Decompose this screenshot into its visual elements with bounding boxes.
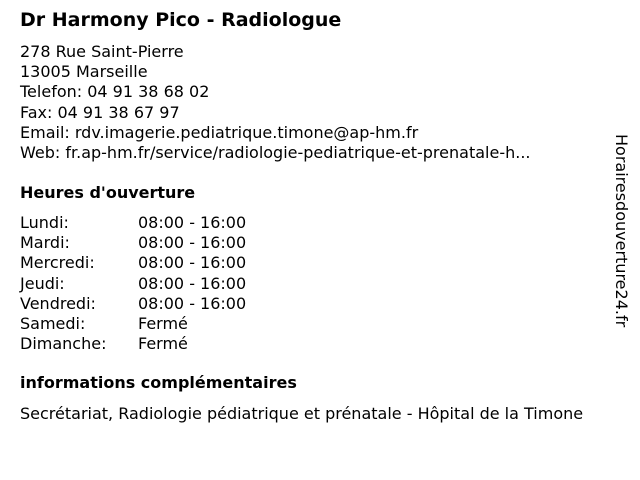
day-label: Lundi: <box>20 213 69 232</box>
hours-row-friday <box>20 294 300 314</box>
hours-row-tuesday <box>20 233 300 253</box>
additional-info-heading: informations complémentaires <box>20 373 297 392</box>
fax-number: Fax: 04 91 38 67 97 <box>20 102 180 122</box>
day-hours: 08:00 - 16:00 <box>138 293 247 313</box>
address-street: 278 Rue Saint-Pierre <box>20 42 184 61</box>
hours-row-saturday <box>20 314 300 334</box>
opening-hours-heading: Heures d'ouverture <box>20 183 196 202</box>
day-label: Dimanche: <box>20 334 107 354</box>
website-url: Web: fr.ap-hm.fr/service/radiologie-pediatrique-et-prenatale-h... <box>20 142 531 162</box>
site-watermark: Horairesdouverture24.fr <box>612 134 631 328</box>
day-label: Mardi: <box>20 233 70 253</box>
day-hours: 08:00 - 16:00 <box>138 233 247 253</box>
contact-block <box>20 42 530 163</box>
hours-row-monday <box>20 213 300 233</box>
day-label: Jeudi: <box>20 273 65 293</box>
email-address: Email: rdv.imagerie.pediatrique.timone@ap-hm.fr <box>20 122 419 142</box>
day-hours: Fermé <box>138 334 188 354</box>
day-label: Samedi: <box>20 313 86 333</box>
day-label: Mercredi: <box>20 253 95 273</box>
hours-row-sunday <box>20 334 300 354</box>
day-label: Vendredi: <box>20 293 96 313</box>
phone-number: Telefon: 04 91 38 68 02 <box>20 82 210 102</box>
day-hours: Fermé <box>138 313 188 333</box>
address-city: 13005 Marseille <box>20 62 148 82</box>
opening-hours-list <box>20 213 300 354</box>
day-hours: 08:00 - 16:00 <box>138 273 247 293</box>
hours-row-thursday <box>20 274 300 294</box>
day-hours: 08:00 - 16:00 <box>138 213 247 232</box>
page-title: Dr Harmony Pico - Radiologue <box>20 9 342 31</box>
hours-row-wednesday <box>20 253 300 273</box>
day-hours: 08:00 - 16:00 <box>138 253 247 273</box>
additional-info-text: Secrétariat, Radiologie pédiatrique et prénatale - Hôpital de la Timone <box>20 404 584 423</box>
